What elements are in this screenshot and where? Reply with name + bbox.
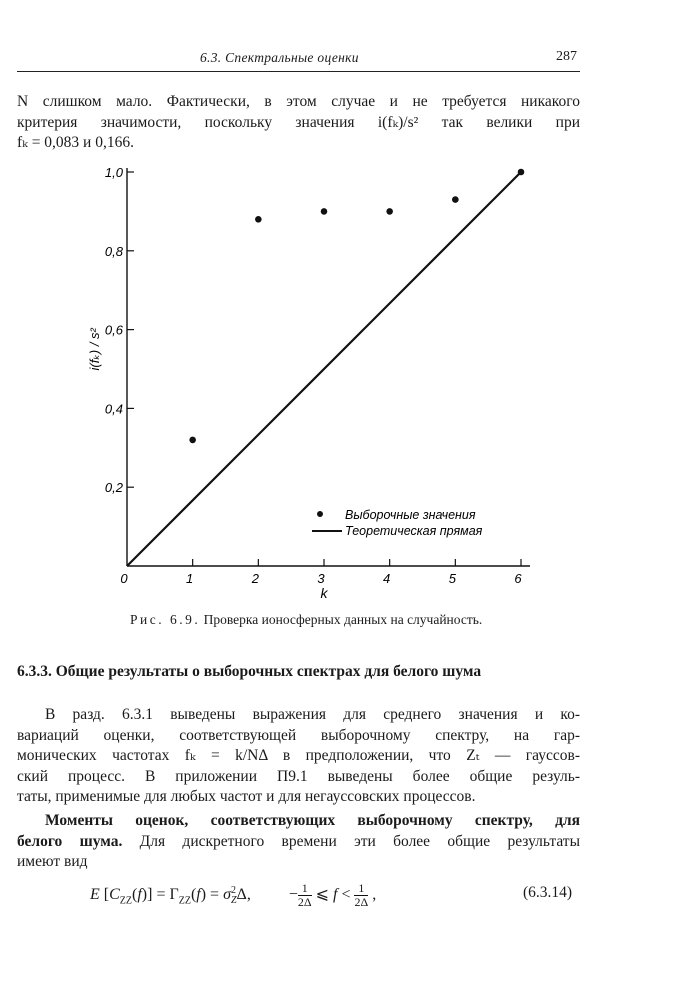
moments-line-2-rest: Для дискретного времени эти более общие результаты bbox=[122, 832, 580, 850]
formula-sub-zz2: ZZ bbox=[178, 895, 191, 907]
formula-delta: Δ, bbox=[236, 886, 251, 904]
moments-line-1: Моменты оценок, соответствующих выборочному спектру, для bbox=[45, 812, 580, 829]
formula-bracket: [ bbox=[103, 886, 110, 904]
y-ticks bbox=[105, 165, 134, 495]
x-tick-label: 3 bbox=[317, 571, 325, 586]
x-ticks bbox=[120, 559, 522, 586]
caption-prefix: Рис. 6.9. bbox=[130, 612, 201, 627]
chart-plot-area bbox=[87, 165, 530, 601]
formula-lt: < bbox=[341, 886, 351, 904]
formula-eq: = bbox=[156, 886, 166, 904]
formula-arg2: (f) bbox=[190, 886, 207, 904]
y-axis-label-text: i(fₖ) / s² bbox=[87, 328, 102, 371]
section-paragraph bbox=[17, 705, 580, 808]
data-point bbox=[452, 196, 459, 203]
y-axis-label bbox=[87, 327, 102, 370]
y-tick-label: 0,8 bbox=[104, 243, 123, 259]
series-layer bbox=[127, 169, 524, 566]
theoretical-line bbox=[127, 172, 521, 566]
caption-text: Проверка ионосферных данных на случайность. bbox=[203, 612, 483, 627]
y-tick-label: 0,6 bbox=[104, 322, 123, 338]
formula-lhs: E bbox=[90, 886, 100, 904]
formula-eq2: = bbox=[210, 886, 220, 904]
section-line: В разд. 6.3.1 выведены выражения для среднего значения и ко- bbox=[45, 706, 580, 723]
formula-frac1: $\frac{1}{2\Delta}$ bbox=[297, 881, 312, 909]
x-tick-label: 5 bbox=[448, 571, 456, 586]
section-heading: 6.3.3. Общие результаты о выборочных спектрах для белого шума bbox=[17, 663, 482, 680]
legend bbox=[312, 508, 483, 538]
figure-caption bbox=[130, 612, 482, 628]
data-point bbox=[189, 437, 196, 444]
formula-sq: 2 bbox=[230, 884, 236, 896]
formula-c: C bbox=[109, 886, 120, 904]
x-tick-label: 2 bbox=[251, 571, 259, 586]
legend-line-label: Теоретическая прямая bbox=[345, 524, 483, 538]
section-line: таты, применимые для любых частот и для негауссовских процессов. bbox=[17, 788, 476, 805]
moments-line-3: имеют вид bbox=[17, 853, 88, 870]
intro-line: fₖ = 0,083 и 0,166. bbox=[17, 134, 134, 151]
x-tick-label: 4 bbox=[383, 571, 391, 586]
x-tick-label: 0 bbox=[120, 571, 128, 586]
formula-frac2: $\frac{1}{2\Delta}$ bbox=[354, 881, 369, 909]
y-tick-label: 1,0 bbox=[104, 165, 123, 180]
x-tick-label: 6 bbox=[514, 571, 522, 586]
section-line: вариаций оценки, соответствующей выборочному спектру, на гар- bbox=[17, 726, 580, 744]
formula-sub-zz: ZZ bbox=[119, 895, 132, 907]
running-header-title: 6.3. Спектральные оценки bbox=[200, 50, 359, 65]
formula-gamma: Γ bbox=[169, 886, 179, 904]
moments-paragraph bbox=[17, 811, 580, 873]
moments-bold-start: белого шума. bbox=[17, 832, 123, 850]
data-point bbox=[255, 216, 262, 223]
formula-sub-z: Z bbox=[230, 895, 237, 907]
legend-points-label: Выборочные значения bbox=[345, 508, 476, 522]
x-tick-label: 1 bbox=[186, 571, 194, 586]
y-tick-label: 0,2 bbox=[104, 480, 123, 496]
x-axis-label: k bbox=[320, 585, 328, 601]
formula-arg: (f)] bbox=[132, 886, 153, 904]
moments-line-2 bbox=[17, 832, 580, 853]
legend-point-marker bbox=[317, 511, 323, 517]
formula-le: ⩽ bbox=[315, 886, 329, 904]
data-point bbox=[321, 208, 328, 215]
data-point bbox=[386, 208, 393, 215]
formula-6-3-14 bbox=[90, 882, 376, 909]
page-number: 287 bbox=[556, 49, 577, 64]
y-tick-label: 0,4 bbox=[104, 401, 123, 417]
equation-number: (6.3.14) bbox=[523, 884, 573, 901]
formula-f: f bbox=[332, 886, 338, 904]
formula-comma: , bbox=[368, 886, 377, 904]
formula-sigma: σ bbox=[223, 886, 231, 904]
intro-line: N слишком мало. Фактически, в этом случае и не требуется никакого bbox=[17, 93, 580, 110]
intro-line: критерия значимости, поскольку значения i(fₖ)/s² так велики при bbox=[17, 113, 580, 131]
section-line: монических частотах fₖ = k/NΔ в предположении, что Zₜ — гауссов- bbox=[17, 747, 580, 764]
formula-range: − bbox=[288, 886, 298, 904]
section-line: ский процесс. В приложении П9.1 выведены более общие резуль- bbox=[17, 767, 580, 785]
